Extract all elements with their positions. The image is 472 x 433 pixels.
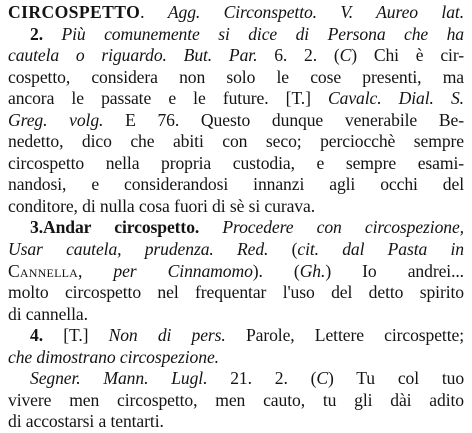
text-segment: Non di pers.	[108, 325, 226, 346]
text-line	[8, 217, 464, 239]
text-segment: Usar cautela, prudenza. Red.	[8, 239, 269, 260]
text-segment: ). (	[252, 260, 300, 281]
text-segment: cit. dal Pasta in	[297, 239, 464, 260]
text-segment: ) Tu col tuo	[327, 368, 465, 389]
text-segment: nedetto, dico che abiti con seco; perciocchè sempre	[8, 131, 464, 152]
text-segment: 4.	[30, 325, 64, 346]
text-segment: ) Io andrei...	[325, 260, 464, 281]
text-line	[8, 261, 464, 283]
text-segment: che dimostrano circospezione.	[8, 346, 219, 367]
text-line	[8, 88, 464, 110]
text-segment: Segner. Mann. Lugl.	[30, 368, 208, 389]
text-line	[8, 131, 464, 153]
text-segment: C	[339, 45, 352, 66]
text-line	[8, 45, 464, 67]
text-segment: di cannella.	[8, 303, 88, 324]
text-segment: .	[140, 2, 168, 22]
text-segment: conditore, di nulla cosa fuori di sè si curava.	[8, 195, 316, 216]
text-segment: cautela o riguardo. But. Par.	[8, 45, 258, 66]
text-segment: ,	[78, 260, 114, 281]
text-line	[8, 2, 464, 24]
text-segment: molto circospetto nel frequentar l'uso del detto spirito	[8, 282, 464, 303]
text-segment: 21. 2. (	[207, 368, 317, 389]
text-segment: ) Chi è cir-	[351, 45, 464, 66]
text-segment: ancora le passate e le future. [T.]	[8, 88, 328, 109]
text-line	[8, 304, 464, 326]
text-segment: [T.]	[63, 325, 109, 346]
text-segment: (	[268, 239, 298, 260]
text-segment: Più comunemente si dice di Persona che ha	[61, 23, 464, 44]
text-segment: di accostarsi a tentarti.	[8, 411, 164, 432]
text-segment: Gh.	[299, 260, 326, 281]
text-line	[8, 239, 464, 261]
text-line	[8, 67, 464, 89]
text-line	[8, 347, 464, 369]
text-line	[8, 368, 464, 390]
text-line	[8, 196, 464, 218]
text-segment: vivere men circospetto, men cauto, tu gli dài adito	[8, 389, 464, 410]
text-segment: nandosi, e considerandosi innanzi agli occhi del	[8, 174, 464, 195]
text-line	[8, 174, 464, 196]
text-segment: 6. 2. (	[257, 45, 340, 66]
text-line	[8, 24, 464, 46]
text-segment: 3.Andar circospetto.	[30, 217, 200, 238]
text-line	[8, 390, 464, 412]
text-segment: Greg. volg.	[8, 109, 104, 130]
text-segment: cospetto, considera non solo le cose presenti, ma	[8, 66, 464, 87]
text-line	[8, 282, 464, 304]
text-line	[8, 325, 464, 347]
text-segment: Agg. Circonspetto. V. Aureo lat.	[167, 2, 464, 22]
text-segment: circospetto nella propria custodia, e sempre esami-	[8, 152, 464, 173]
text-segment: Cavalc. Dial. S.	[327, 88, 464, 109]
text-segment: Parole, Lettere circospette;	[225, 325, 465, 346]
text-segment: 2.	[30, 23, 62, 44]
text-segment: Procedere con circospezione,	[199, 217, 464, 238]
text-segment: E 76. Questo dunque venerabile Be-	[103, 109, 464, 130]
headword: CIRCOSPETTO	[8, 2, 141, 22]
text-line	[8, 110, 464, 132]
dictionary-entry	[8, 2, 464, 433]
text-segment: C	[316, 368, 328, 389]
text-line	[8, 153, 464, 175]
text-segment: per Cinnamomo	[113, 260, 253, 281]
text-segment: Cannella	[8, 260, 78, 281]
